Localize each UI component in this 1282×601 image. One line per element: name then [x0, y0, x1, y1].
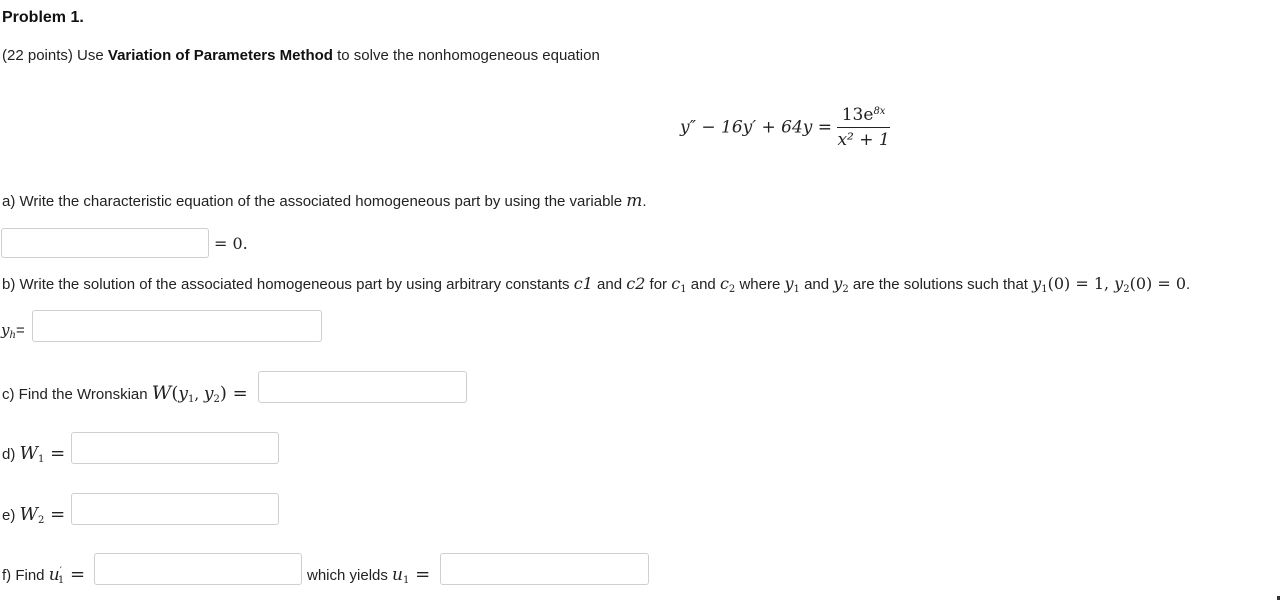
intro-prefix: (22 points) Use [2, 47, 108, 64]
equation-numerator: $13e^{8x}$ [837, 105, 889, 128]
part-c-answer-input[interactable] [258, 371, 467, 403]
equation-denominator: x² + 1 [837, 130, 890, 150]
equation-lhs: y″ − 16y′ + 64y = [680, 117, 833, 138]
equation-fraction [837, 105, 889, 150]
problem-title: Problem 1. [2, 9, 84, 26]
part-f-u1-input[interactable] [440, 553, 649, 585]
intro-suffix: to solve the nonhomogeneous equation [332, 47, 600, 64]
part-b-question: b) Write the solution of the associated homogeneous part by using arbitrary constants c1 and c2 for $c_1$ and $c_2$ where $y_1$ and $y_2$ are the solutions such that $y_1(0) = 1$, $y_2(0) = 0$. [2, 274, 1191, 295]
scroll-marker [1277, 596, 1280, 600]
differential-equation [680, 105, 890, 150]
part-b-answer-input[interactable] [32, 310, 322, 342]
intro-method: Variation of Parameters Method [107, 47, 333, 64]
part-a-question: a) Write the characteristic equation of the associated homogeneous part by using the variable m. [2, 191, 647, 211]
part-e-question: e) $W_2$ = [2, 504, 66, 526]
part-f-yields: which yields $u_1$ = [307, 564, 431, 586]
part-d-question: d) $W_1$ = [2, 443, 66, 465]
part-e-answer-input[interactable] [71, 493, 279, 525]
part-d-answer-input[interactable] [71, 432, 279, 464]
part-f-question: f) Find $u'_1$ = [2, 564, 86, 586]
problem-intro [2, 47, 600, 64]
part-a-answer-input[interactable] [1, 228, 209, 258]
part-c-question: c) Find the Wronskian $W(y_1$, $y_2$) = [2, 382, 248, 405]
part-a-equals-zero: = 0. [214, 234, 248, 253]
part-f-u1prime-input[interactable] [94, 553, 302, 585]
part-b-label: $y_h=$ [1, 321, 25, 341]
